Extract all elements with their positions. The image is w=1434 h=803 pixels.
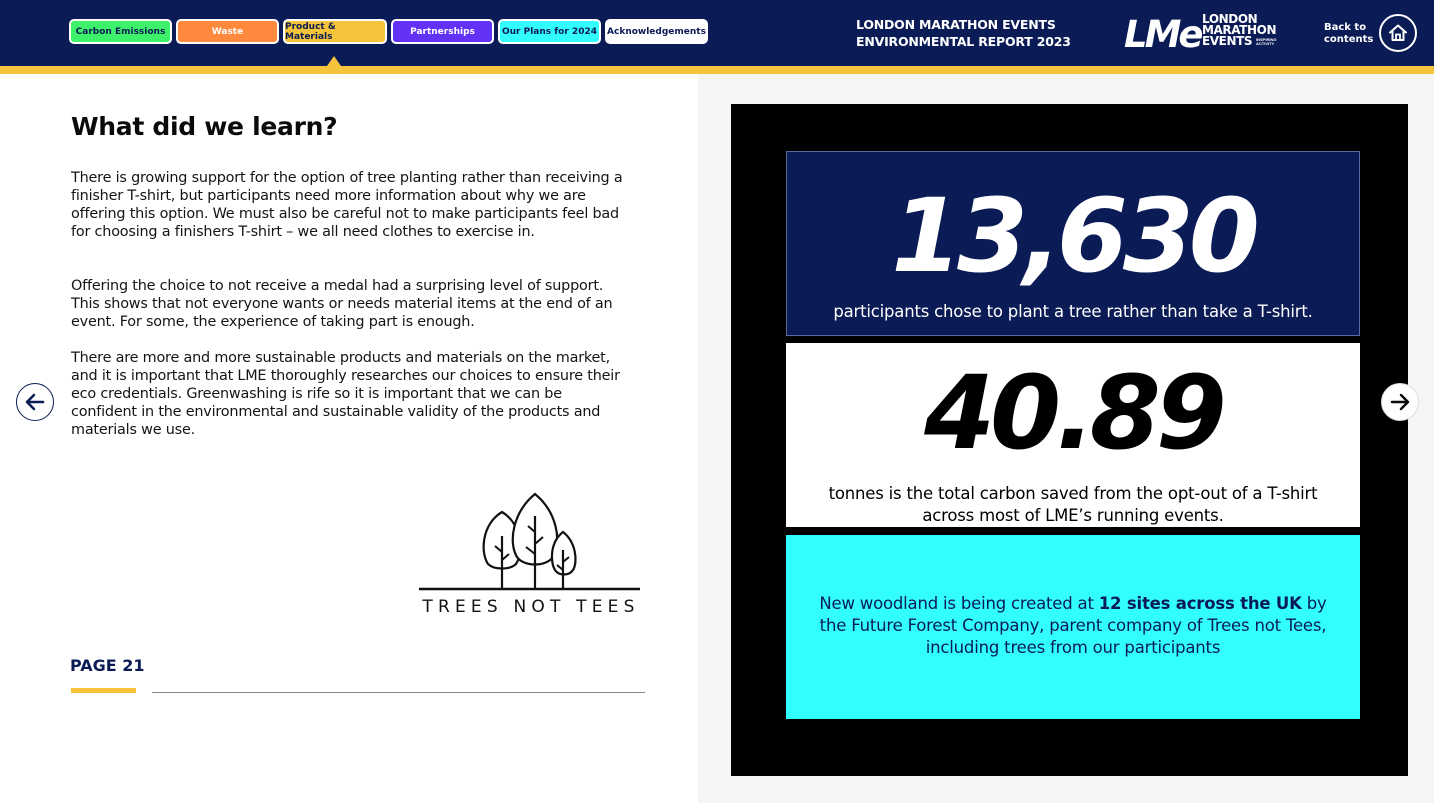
stat-card-carbon-saved [786, 343, 1360, 527]
tab-partnerships[interactable]: Partnerships [391, 19, 494, 44]
page-number-underline [71, 688, 136, 693]
trees-not-tees-logo [418, 492, 642, 592]
home-button[interactable] [1379, 14, 1417, 52]
tab-acknowledgements[interactable]: Acknowledgements [605, 19, 708, 44]
paragraph-medal-choice: Offering the choice to not receive a medal had a surprising level of support. This shows that not everyone wants or needs material items at the end of an event. For some, the experience of taking part is enough. [71, 278, 613, 330]
active-tab-indicator [327, 56, 341, 66]
next-page-button[interactable] [1381, 383, 1419, 421]
arrow-right-icon [1388, 390, 1412, 414]
tab-our-plans-2024[interactable]: Our Plans for 2024 [498, 19, 601, 44]
page-number: PAGE 21 [70, 656, 145, 675]
report-title [856, 16, 1071, 50]
stat-carbon-number: 40.89 [924, 354, 1222, 473]
stat-card-woodland [786, 535, 1360, 719]
logo-tagline [1256, 38, 1276, 46]
stat-carbon-caption: tonnes is the total carbon saved from the opt-out of a T-shirt across most of LME’s running events. [828, 484, 1318, 525]
woodland-caption-prefix: New woodland is being created at [819, 594, 1099, 613]
logo-word-events: EVENTS [1202, 34, 1253, 48]
home-icon [1388, 23, 1408, 43]
previous-page-button[interactable] [16, 383, 54, 421]
tab-product-materials[interactable]: Product & Materials [283, 19, 387, 44]
logo-tagline-1: INSPIRING [1256, 37, 1277, 42]
footer-divider [152, 692, 645, 693]
logo-word-marathon: MARATHON [1202, 23, 1277, 37]
logo-tagline-2: ACTIVITY [1256, 41, 1275, 46]
lme-logo-letters: LMe [1124, 14, 1201, 50]
woodland-caption-highlight: 12 sites across the UK [1098, 594, 1302, 613]
stat-participants-caption: participants chose to plant a tree rather than take a T-shirt. [833, 302, 1313, 321]
arrow-left-icon [23, 390, 47, 414]
back-link-line1: Back to [1324, 22, 1367, 33]
report-title-line2: ENVIRONMENTAL REPORT 2023 [856, 34, 1071, 49]
page-heading: What did we learn? [71, 112, 338, 141]
trees-not-tees-caption: TREES NOT TEES [422, 597, 640, 617]
tab-carbon-emissions[interactable]: Carbon Emissions [69, 19, 172, 44]
woodland-caption-suffix: by the Future Forest Company, parent company of Trees not Tees, including trees from our participants [819, 594, 1327, 657]
paragraph-sustainable-products: There are more and more sustainable products and materials on the market, and it is important that LME thoroughly researches our choices to ensure their eco credentials. Greenwashing is rife so it is important that we can be confident in the environmental and sustainable validity of the products and materials we use. [71, 350, 620, 438]
back-to-contents-link[interactable] [1324, 22, 1373, 46]
logo-word-london: LONDON [1202, 12, 1258, 26]
tab-waste[interactable]: Waste [176, 19, 279, 44]
woodland-caption [786, 593, 1360, 659]
paragraph-tree-planting: There is growing support for the option of tree planting rather than receiving a finisher T-shirt, but participants need more information about why we are offering this option. We must also be careful not to make participants feel bad for choosing a finishers T-shirt – we all need clothes to exercise in. [71, 170, 623, 240]
stat-participants-number: 13,630 [891, 177, 1255, 296]
header-accent-stripe [0, 66, 1434, 74]
stat-card-participants [786, 151, 1360, 336]
back-link-line2: contents [1324, 34, 1374, 45]
report-title-line1: LONDON MARATHON EVENTS [856, 17, 1056, 32]
